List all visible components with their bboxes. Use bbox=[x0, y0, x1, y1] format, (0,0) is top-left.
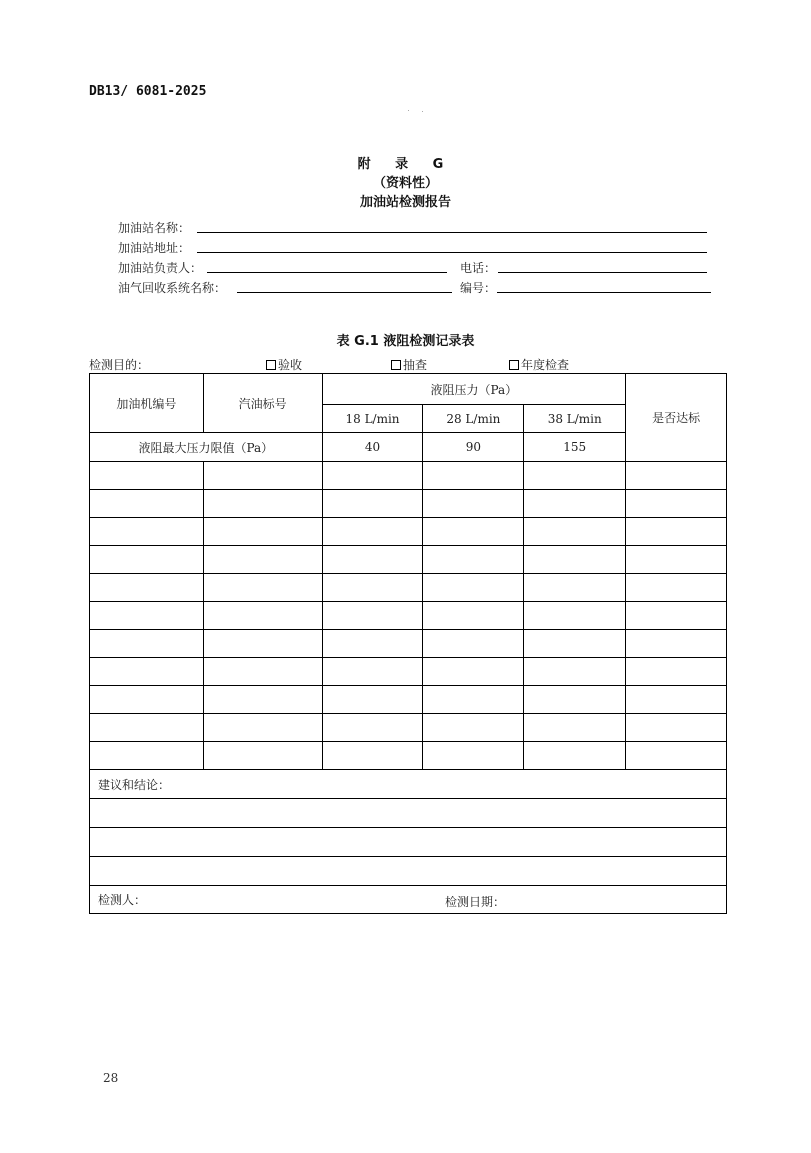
data-cell[interactable] bbox=[203, 714, 322, 742]
data-cell[interactable] bbox=[203, 742, 322, 770]
data-cell[interactable] bbox=[524, 462, 626, 490]
data-cell[interactable] bbox=[626, 602, 727, 630]
data-cell[interactable] bbox=[322, 686, 423, 714]
data-cell[interactable] bbox=[203, 462, 322, 490]
scan-dot bbox=[408, 110, 409, 111]
data-cell[interactable] bbox=[524, 686, 626, 714]
limit-label: 液阻最大压力限值（Pa） bbox=[90, 433, 323, 462]
table-row[interactable] bbox=[90, 658, 727, 686]
conclusion-row[interactable] bbox=[90, 857, 727, 886]
conclusion-row[interactable] bbox=[90, 799, 727, 828]
table-row[interactable] bbox=[90, 686, 727, 714]
conclusion-row[interactable] bbox=[90, 828, 727, 857]
purpose-option-acceptance[interactable] bbox=[266, 356, 302, 373]
inspection-date-label: 检测日期： bbox=[445, 895, 506, 909]
data-cell[interactable] bbox=[524, 602, 626, 630]
data-cell[interactable] bbox=[423, 602, 524, 630]
data-cell[interactable] bbox=[524, 490, 626, 518]
station-manager-line[interactable] bbox=[207, 272, 447, 273]
table-row[interactable] bbox=[90, 602, 727, 630]
station-name-line[interactable] bbox=[197, 232, 707, 233]
header-flow-28: 28 L/min bbox=[423, 405, 524, 433]
data-cell[interactable] bbox=[524, 546, 626, 574]
header-compliant: 是否达标 bbox=[626, 374, 727, 462]
data-cell[interactable] bbox=[626, 462, 727, 490]
station-name-label: 加油站名称： bbox=[118, 221, 191, 235]
vapor-system-name-label: 油气回收系统名称： bbox=[118, 281, 227, 295]
data-cell[interactable] bbox=[423, 742, 524, 770]
data-cell[interactable] bbox=[626, 518, 727, 546]
data-cell[interactable] bbox=[626, 658, 727, 686]
data-cell[interactable] bbox=[423, 714, 524, 742]
data-cell[interactable] bbox=[626, 630, 727, 658]
scan-dot bbox=[422, 111, 423, 112]
data-cell[interactable] bbox=[423, 574, 524, 602]
data-cell[interactable] bbox=[203, 686, 322, 714]
data-cell[interactable] bbox=[524, 742, 626, 770]
header-gasoline-grade: 汽油标号 bbox=[203, 374, 322, 433]
appendix-nature: （资料性） bbox=[372, 176, 438, 191]
vapor-system-name-line[interactable] bbox=[237, 292, 452, 293]
header-dispenser-no: 加油机编号 bbox=[90, 374, 204, 433]
table-caption: 表 G.1 液阻检测记录表 bbox=[336, 334, 475, 349]
number-label: 编号： bbox=[460, 281, 497, 295]
conclusion-cell[interactable] bbox=[90, 857, 727, 886]
page-number: 28 bbox=[103, 1071, 119, 1085]
data-cell[interactable] bbox=[203, 546, 322, 574]
conclusion-cell[interactable] bbox=[90, 828, 727, 857]
station-address-line[interactable] bbox=[197, 252, 707, 253]
data-cell[interactable] bbox=[626, 686, 727, 714]
data-cell[interactable] bbox=[322, 546, 423, 574]
table-row[interactable] bbox=[90, 462, 727, 490]
table-row[interactable] bbox=[90, 714, 727, 742]
data-cell[interactable] bbox=[524, 658, 626, 686]
inspector-label: 检测人： bbox=[98, 893, 147, 907]
appendix-title: 附 录 G bbox=[357, 157, 454, 172]
purpose-label: 检测目的： bbox=[89, 358, 150, 372]
data-cell[interactable] bbox=[322, 742, 423, 770]
data-cell[interactable] bbox=[90, 714, 204, 742]
data-cell[interactable] bbox=[90, 490, 204, 518]
data-cell[interactable] bbox=[90, 630, 204, 658]
data-cell[interactable] bbox=[524, 518, 626, 546]
data-cell[interactable] bbox=[203, 574, 322, 602]
data-cell[interactable] bbox=[90, 574, 204, 602]
table-row[interactable] bbox=[90, 546, 727, 574]
limit-value-28: 90 bbox=[423, 433, 524, 462]
conclusion-cell[interactable] bbox=[90, 799, 727, 828]
phone-label: 电话： bbox=[460, 261, 497, 275]
data-cell[interactable] bbox=[423, 630, 524, 658]
station-address-label: 加油站地址： bbox=[118, 241, 191, 255]
data-cell[interactable] bbox=[322, 490, 423, 518]
data-cell[interactable] bbox=[90, 546, 204, 574]
data-cell[interactable] bbox=[626, 574, 727, 602]
checkbox-icon[interactable] bbox=[266, 360, 276, 370]
data-cell[interactable] bbox=[626, 546, 727, 574]
data-cell[interactable] bbox=[322, 574, 423, 602]
table-row[interactable] bbox=[90, 742, 727, 770]
table-row[interactable] bbox=[90, 490, 727, 518]
data-cell[interactable] bbox=[90, 742, 204, 770]
data-cell[interactable] bbox=[322, 658, 423, 686]
data-cell[interactable] bbox=[322, 714, 423, 742]
number-line[interactable] bbox=[497, 292, 711, 293]
purpose-option-spot-check[interactable] bbox=[391, 356, 427, 373]
data-cell[interactable] bbox=[203, 602, 322, 630]
purpose-option-annual[interactable] bbox=[509, 356, 569, 373]
phone-line[interactable] bbox=[498, 272, 707, 273]
data-cell[interactable] bbox=[90, 658, 204, 686]
header-flow-18: 18 L/min bbox=[322, 405, 423, 433]
data-cell[interactable] bbox=[203, 518, 322, 546]
option-label: 年度检查 bbox=[521, 358, 570, 372]
data-cell[interactable] bbox=[322, 462, 423, 490]
data-cell[interactable] bbox=[322, 602, 423, 630]
header-flow-38: 38 L/min bbox=[524, 405, 626, 433]
data-cell[interactable] bbox=[203, 658, 322, 686]
data-cell[interactable] bbox=[626, 714, 727, 742]
data-cell[interactable] bbox=[203, 490, 322, 518]
limit-value-18: 40 bbox=[322, 433, 423, 462]
data-cell[interactable] bbox=[423, 518, 524, 546]
data-cell[interactable] bbox=[423, 462, 524, 490]
data-cell[interactable] bbox=[90, 686, 204, 714]
report-title: 加油站检测报告 bbox=[359, 195, 451, 210]
data-cell[interactable] bbox=[626, 490, 727, 518]
data-cell[interactable] bbox=[423, 490, 524, 518]
data-cell[interactable] bbox=[524, 630, 626, 658]
table-row[interactable] bbox=[90, 630, 727, 658]
record-table bbox=[89, 373, 727, 914]
standard-number: DB13/ 6081-2025 bbox=[89, 84, 207, 99]
data-cell[interactable] bbox=[423, 658, 524, 686]
signature-row bbox=[90, 886, 727, 914]
table-row[interactable] bbox=[90, 574, 727, 602]
checkbox-icon[interactable] bbox=[509, 360, 519, 370]
data-cell[interactable] bbox=[423, 546, 524, 574]
station-manager-label: 加油站负责人： bbox=[118, 261, 203, 275]
header-row bbox=[90, 374, 727, 405]
signature-cell bbox=[90, 886, 727, 914]
limit-value-38: 155 bbox=[524, 433, 626, 462]
data-cell[interactable] bbox=[203, 630, 322, 658]
data-cell[interactable] bbox=[90, 518, 204, 546]
conclusion-label: 建议和结论： bbox=[90, 770, 727, 799]
data-cell[interactable] bbox=[90, 462, 204, 490]
conclusion-label-row bbox=[90, 770, 727, 799]
data-cell[interactable] bbox=[524, 574, 626, 602]
data-cell[interactable] bbox=[423, 686, 524, 714]
table-row[interactable] bbox=[90, 518, 727, 546]
data-cell[interactable] bbox=[322, 630, 423, 658]
data-cell[interactable] bbox=[90, 602, 204, 630]
header-pressure-group: 液阻压力（Pa） bbox=[322, 374, 626, 405]
checkbox-icon[interactable] bbox=[391, 360, 401, 370]
data-cell[interactable] bbox=[626, 742, 727, 770]
data-cell[interactable] bbox=[322, 518, 423, 546]
option-label: 抽查 bbox=[403, 358, 428, 372]
option-label: 验收 bbox=[278, 358, 303, 372]
data-cell[interactable] bbox=[524, 714, 626, 742]
